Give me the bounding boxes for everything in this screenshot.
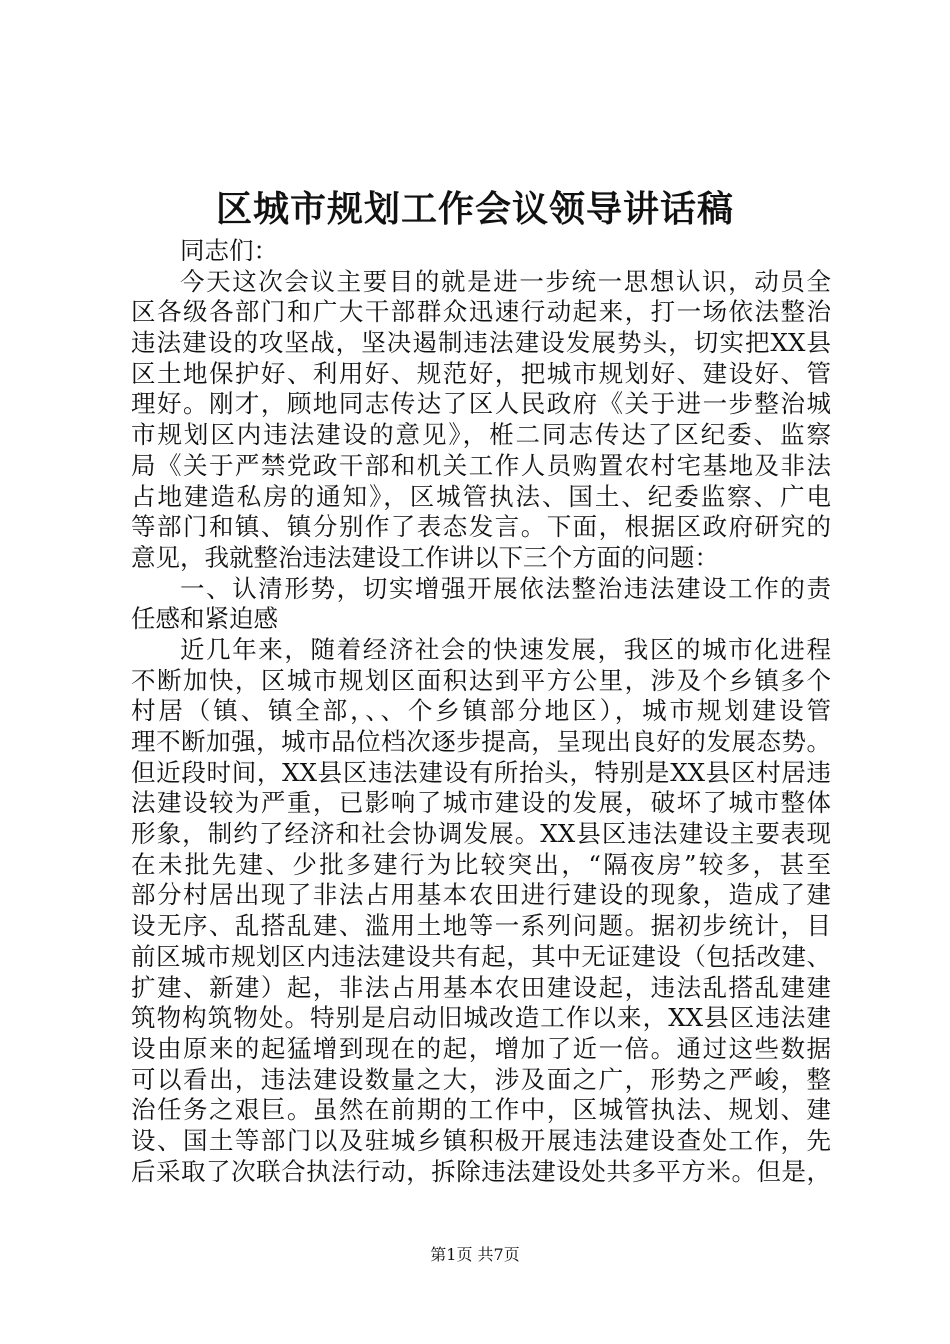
text-line: 设由原来的起猛增到现在的起，增加了近一倍。通过这些数据 <box>131 1033 831 1063</box>
text-line: 今天这次会议主要目的就是进一步统一思想认识，动员全 <box>180 266 831 296</box>
section-heading-line: 任感和紧迫感 <box>131 604 278 634</box>
text-line: 设、国土等部门以及驻城乡镇积极开展违法建设查处工作，先 <box>131 1125 831 1155</box>
text-line: 形象，制约了经济和社会协调发展。XX县区违法建设主要表现 <box>131 819 831 849</box>
text-line: 近几年来，随着经济社会的快速发展，我区的城市化进程 <box>180 634 831 664</box>
document-body <box>131 236 831 1187</box>
text-line: 扩建、新建）起，非法占用基本农田建设起，违法乱搭乱建建 <box>131 972 831 1002</box>
text-line: 局《关于严禁党政干部和机关工作人员购置农村宅基地及非法 <box>131 450 831 480</box>
text-line: 理好。刚才，顾地同志传达了区人民政府《关于进一步整治城 <box>131 389 831 419</box>
text-line: 村居（镇、镇全部，、、个乡镇部分地区），城市规划建设管 <box>131 696 831 726</box>
text-line: 市规划区内违法建设的意见》，栣二同志传达了区纪委、监察 <box>131 420 831 450</box>
text-line: 意见，我就整治违法建设工作讲以下三个方面的问题： <box>131 542 719 572</box>
text-line: 筑物构筑物处。特别是启动旧城改造工作以来，XX县区违法建 <box>131 1003 831 1033</box>
salutation-line: 同志们： <box>180 236 278 265</box>
text-line: 治任务之艰巨。虽然在前期的工作中，区城管执法、规划、建 <box>131 1095 831 1125</box>
text-line: 在未批先建、少批多建行为比较突出，“隔夜房”较多，甚至 <box>131 849 831 879</box>
text-line: 前区城市规划区内违法建设共有起，其中无证建设（包括改建、 <box>131 941 831 971</box>
text-line: 理不断加强，城市品位档次逐步提高，呈现出良好的发展态势。 <box>131 727 831 756</box>
text-line: 可以看出，违法建设数量之大，涉及面之广，形势之严峻，整 <box>131 1064 831 1094</box>
text-line: 但近段时间，XX县区违法建设有所抬头，特别是XX县区村居违 <box>131 757 831 787</box>
text-line: 后采取了次联合执法行动，拆除违法建设处共多平方米。但是， <box>131 1156 831 1186</box>
text-line: 法建设较为严重，已影响了城市建设的发展，破坏了城市整体 <box>131 788 831 818</box>
page-number-footer: 第1页 共7页 <box>430 1245 520 1264</box>
text-line: 等部门和镇、镇分别作了表态发言。下面，根据区政府研究的 <box>131 512 831 542</box>
text-line: 占地建造私房的通知》，区城管执法、国土、纪委监察、广电 <box>131 481 831 511</box>
text-line: 部分村居出现了非法占用基本农田进行建设的现象，造成了建 <box>131 880 831 910</box>
section-heading-line: 一、认清形势，切实增强开展依法整治违法建设工作的责 <box>180 573 831 603</box>
text-line: 区各级各部门和广大干部群众迅速行动起来，打一场依法整治 <box>131 297 831 327</box>
text-line: 违法建设的攻坚战，坚决遏制违法建设发展势头，切实把XX县 <box>131 328 831 358</box>
text-line: 不断加快，区城市规划区面积达到平方公里，涉及个乡镇多个 <box>131 665 831 695</box>
text-line: 设无序、乱搭乱建、滥用土地等一系列问题。据初步统计，目 <box>131 911 831 941</box>
text-line: 区土地保护好、利用好、规范好，把城市规划好、建设好、管 <box>131 358 831 388</box>
document-title: 区城市规划工作会议领导讲话稿 <box>215 188 734 230</box>
